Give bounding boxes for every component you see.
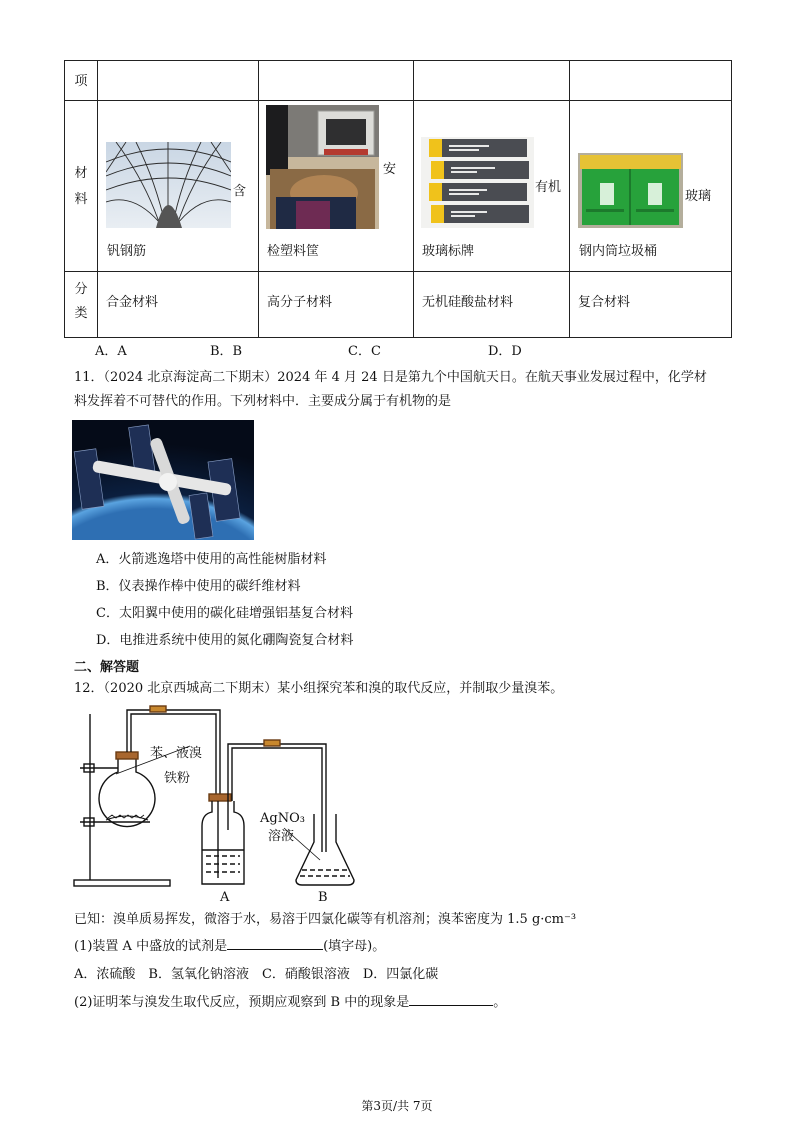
- material-caption-3: 玻璃标牌: [422, 244, 475, 259]
- answer-blank-2[interactable]: [409, 991, 493, 1006]
- space-station-photo: [72, 420, 254, 540]
- answer-blank-1[interactable]: [227, 935, 323, 950]
- row-label-item: 项: [65, 61, 98, 101]
- category-cell-4: 复合材料: [570, 272, 732, 338]
- apparatus-diagram: [70, 702, 360, 907]
- material-caption-1: 钒钢筋: [107, 244, 147, 259]
- material-side-1: 含: [233, 184, 247, 199]
- q12-part1: (1)装置 A 中盛放的试剂是 (填字母)。: [74, 935, 385, 959]
- section-2-title: 二、解答题: [74, 660, 140, 675]
- q12-part2: (2)证明苯与溴发生取代反应，预期应观察到 B 中的现象是 。: [74, 991, 506, 1015]
- row-label-material: 材 料: [65, 101, 98, 272]
- q12-stem: 12．（2020 北京西城高二下期末）某小组探究苯和溴的取代反应，并制取少量溴苯。: [74, 681, 564, 696]
- category-cell-2: 高分子材料: [259, 272, 414, 338]
- bottle-a-label: A: [220, 890, 230, 905]
- material-side-4: 玻璃: [685, 189, 712, 204]
- flask-b-label: B: [318, 890, 328, 905]
- q10-option-a: A．A: [95, 344, 127, 359]
- table-category-row: [65, 272, 732, 338]
- flask-label-iron: 铁粉: [164, 771, 191, 786]
- q10-option-b: B．B: [210, 344, 243, 359]
- q11-option-a: A．火箭逃逸塔中使用的高性能树脂材料: [96, 552, 327, 567]
- q12-part1-options: A．浓硫酸 B．氢氧化钠溶液 C．硝酸银溶液 D．四氯化碳: [74, 967, 439, 982]
- q11-stem-line1: 11．（2024 北京海淀高二下期末）2024 年 4 月 24 日是第九个中国航天日。在航天事业发展过程中，化学材: [74, 370, 707, 385]
- flask-label-benzene: 苯、液溴: [150, 746, 203, 761]
- q11-stem-line2: 料发挥着不可替代的作用。下列材料中．主要成分属于有机物的是: [74, 394, 452, 409]
- category-cell-1: 合金材料: [98, 272, 259, 338]
- table-header-row: [65, 61, 732, 101]
- material-caption-2: 检塑料筐: [267, 244, 320, 259]
- q10-option-d: D．D: [488, 344, 522, 359]
- material-side-3: 有机: [535, 180, 562, 195]
- row-label-class: 分 类: [65, 272, 98, 338]
- q12-known: 已知：溴单质易挥发，微溶于水，易溶于四氯化碳等有机溶剂；溴苯密度为 1.5 g·cm⁻³: [74, 912, 577, 927]
- q11-option-c: C．太阳翼中使用的碳化硅增强铝基复合材料: [96, 606, 353, 621]
- material-caption-4: 钢内筒垃圾桶: [579, 244, 658, 259]
- category-cell-3: 无机硅酸盐材料: [414, 272, 570, 338]
- direction-signs-photo: [421, 137, 534, 228]
- material-side-2: 安: [383, 162, 397, 177]
- q11-option-b: B．仪表操作棒中使用的碳纤维材料: [96, 579, 301, 594]
- q10-option-c: C．C: [348, 344, 381, 359]
- page-footer: 第3页/共 7页: [361, 1099, 433, 1113]
- steel-dome-photo: [106, 142, 231, 228]
- q11-option-d: D．电推进系统中使用的氮化硼陶瓷复合材料: [96, 633, 354, 648]
- green-bin-photo: [578, 153, 683, 228]
- solution-label: 溶液: [268, 829, 295, 844]
- agno3-label: AgNO₃: [260, 811, 305, 826]
- security-scanner-photo: [266, 105, 379, 229]
